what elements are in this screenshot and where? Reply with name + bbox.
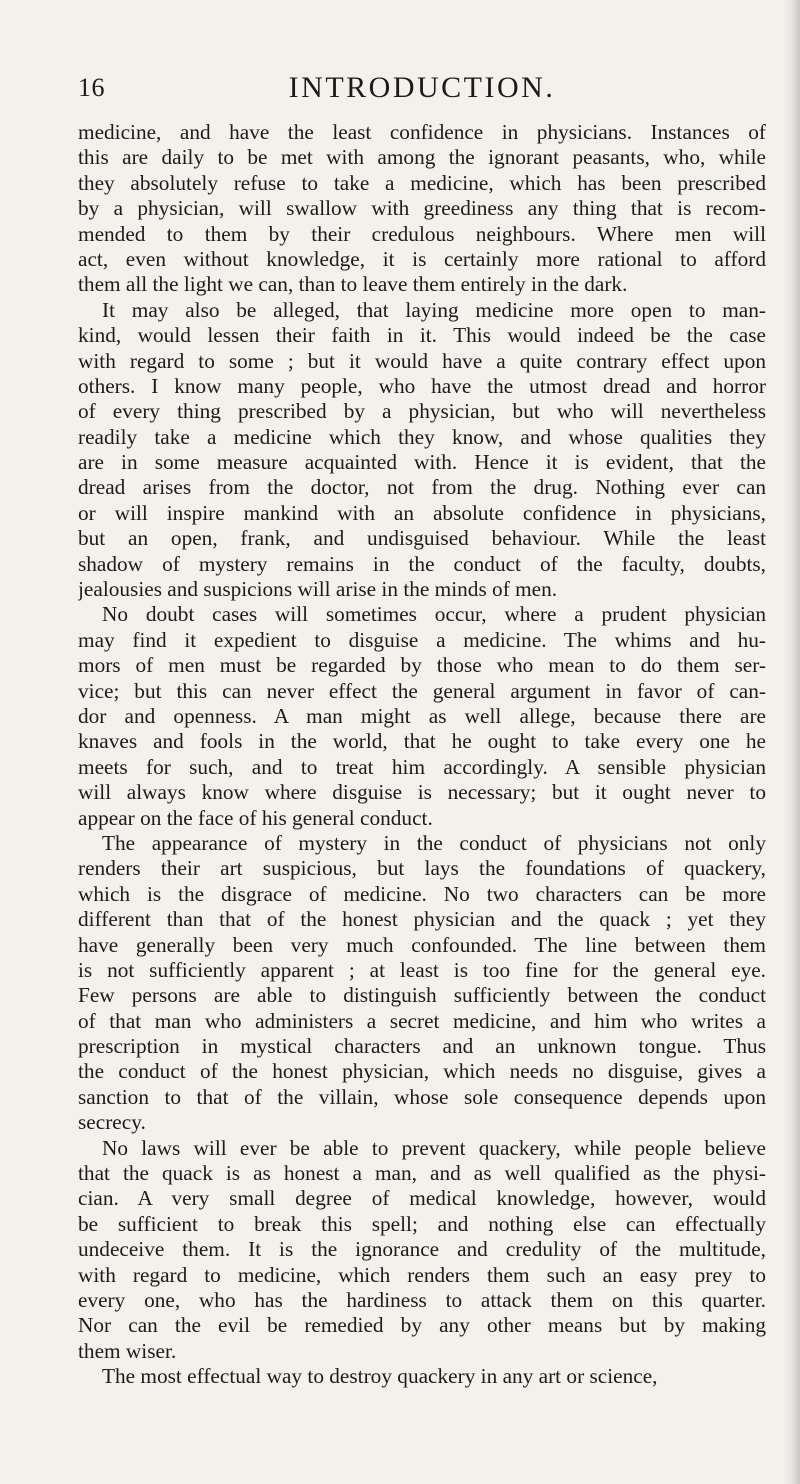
running-title: INTRODUCTION. xyxy=(288,71,556,104)
text-line: secrecy. xyxy=(78,1110,146,1135)
text-line: act, even without knowledge, it is certainly more rational to afford xyxy=(78,246,766,271)
text-line: with regard to some ; but it would have a quite contrary effect upon xyxy=(78,348,766,373)
text-line: may find it expedient to disguise a medicine. The whims and hu- xyxy=(78,627,766,652)
body-text xyxy=(78,120,766,1390)
page-edge-shadow xyxy=(784,0,800,1484)
text-line: but an open, frank, and undisguised behaviour. While the least xyxy=(78,526,766,551)
page-number: 16 xyxy=(78,73,105,102)
paragraph-first-line: The appearance of mystery in the conduct of physicians not only xyxy=(102,830,766,855)
text-line: every one, who has the hardiness to attack them on this quarter. xyxy=(78,1287,766,1312)
text-line: of every thing prescribed by a physician, but who will nevertheless xyxy=(78,399,766,424)
text-line: meets for such, and to treat him accordingly. A sensible physician xyxy=(78,754,766,779)
running-head xyxy=(78,68,766,108)
text-line: Few persons are able to distinguish sufficiently between the conduct xyxy=(78,983,766,1008)
text-line: jealousies and suspicions will arise in the minds of men. xyxy=(78,577,558,602)
text-line: dor and openness. A man might as well allege, because there are xyxy=(78,703,766,728)
text-line: or will inspire mankind with an absolute confidence in physicians, xyxy=(78,500,766,525)
text-line: is not sufficiently apparent ; at least is too fine for the general eye. xyxy=(78,957,766,982)
paragraph-first-line: No laws will ever be able to prevent quackery, while people believe xyxy=(102,1135,766,1160)
text-line: cian. A very small degree of medical knowledge, however, would xyxy=(78,1186,766,1211)
paragraph-first-line: No doubt cases will sometimes occur, where a prudent physician xyxy=(102,602,766,627)
text-line: different than that of the honest physician and the quack ; yet they xyxy=(78,907,766,932)
paragraph-first-line: It may also be alleged, that laying medicine more open to man- xyxy=(102,297,766,322)
text-line: them all the light we can, than to leave them entirely in the dark. xyxy=(78,272,628,297)
text-line: shadow of mystery remains in the conduct of the faculty, doubts, xyxy=(78,551,766,576)
text-line: others. I know many people, who have the utmost dread and horror xyxy=(78,373,766,398)
paragraph-first-line: The most effectual way to destroy quackery in any art or science, xyxy=(102,1364,658,1389)
text-line: have generally been very much confounded. The line between them xyxy=(78,932,766,957)
text-line: readily take a medicine which they know, and whose qualities they xyxy=(78,424,766,449)
text-line: Nor can the evil be remedied by any other means but by making xyxy=(78,1313,766,1338)
text-line: this are daily to be met with among the ignorant peasants, who, while xyxy=(78,145,766,170)
text-line: vice; but this can never effect the general argument in favor of can- xyxy=(78,678,766,703)
text-line: by a physician, will swallow with greediness any thing that is recom- xyxy=(78,196,766,221)
text-line: medicine, and have the least confidence in physicians. Instances of xyxy=(78,120,766,144)
text-line: kind, would lessen their faith in it. This would indeed be the case xyxy=(78,323,766,348)
text-line: of that man who administers a secret medicine, and him who writes a xyxy=(78,1008,766,1033)
text-line: they absolutely refuse to take a medicine, which has been prescribed xyxy=(78,170,766,195)
text-line: will always know where disguise is necessary; but it ought never to xyxy=(78,780,766,805)
text-line: be sufficient to break this spell; and nothing else can effectually xyxy=(78,1211,766,1236)
text-line: that the quack is as honest a man, and as well qualified as the physi- xyxy=(78,1161,766,1186)
text-line: which is the disgrace of medicine. No two characters can be more xyxy=(78,881,766,906)
text-line: with regard to medicine, which renders them such an easy prey to xyxy=(78,1262,766,1287)
text-line: them wiser. xyxy=(78,1338,177,1363)
text-line: dread arises from the doctor, not from the drug. Nothing ever can xyxy=(78,475,766,500)
text-line: mended to them by their credulous neighbours. Where men will xyxy=(78,221,766,246)
text-line: knaves and fools in the world, that he ought to take every one he xyxy=(78,729,766,754)
text-line: mors of men must be regarded by those who mean to do them ser- xyxy=(78,653,766,678)
text-line: sanction to that of the villain, whose sole consequence depends upon xyxy=(78,1084,766,1109)
text-line: renders their art suspicious, but lays the foundations of quackery, xyxy=(78,856,766,881)
text-line: undeceive them. It is the ignorance and credulity of the multitude, xyxy=(78,1237,766,1262)
text-line: appear on the face of his general conduct. xyxy=(78,805,433,830)
text-line: prescription in mystical characters and an unknown tongue. Thus xyxy=(78,1034,766,1059)
text-line: are in some measure acquainted with. Hence it is evident, that the xyxy=(78,450,766,475)
text-line: the conduct of the honest physician, which needs no disguise, gives a xyxy=(78,1059,766,1084)
